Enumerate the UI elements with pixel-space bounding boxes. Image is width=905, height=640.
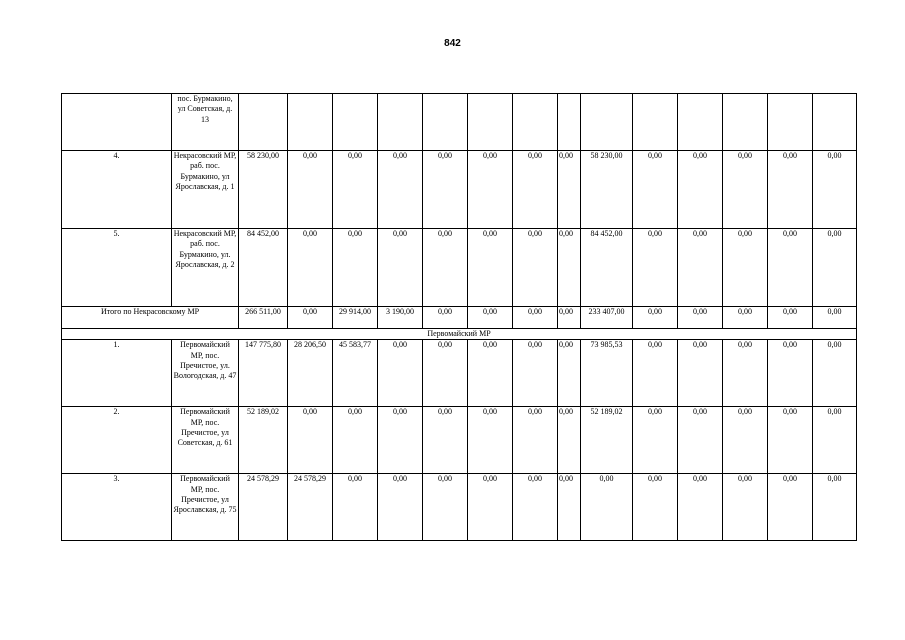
value-cell: 0,00 (378, 474, 423, 541)
value-cell (468, 94, 513, 151)
value-cell: 0,00 (468, 407, 513, 474)
value-cell: 73 985,53 (581, 340, 633, 407)
value-cell: 0,00 (468, 307, 513, 329)
value-cell: 0,00 (633, 307, 678, 329)
total-label: Итого по Некрасовскому МР (62, 307, 239, 329)
page-number: 842 (444, 38, 461, 49)
value-cell: 0,00 (423, 307, 468, 329)
value-cell: 0,00 (333, 474, 378, 541)
value-cell (678, 94, 723, 151)
table-row (62, 151, 857, 229)
table-row (62, 94, 857, 151)
value-cell: 0,00 (768, 407, 813, 474)
data-table (61, 93, 857, 541)
value-cell: 0,00 (633, 474, 678, 541)
value-cell: 0,00 (513, 151, 558, 229)
value-cell: 0,00 (633, 229, 678, 307)
row-number: 1. (62, 340, 172, 407)
row-number: 2. (62, 407, 172, 474)
value-cell: 266 511,00 (239, 307, 288, 329)
table-row (62, 474, 857, 541)
value-cell: 0,00 (423, 474, 468, 541)
value-cell: 0,00 (813, 151, 857, 229)
value-cell: 0,00 (678, 307, 723, 329)
value-cell: 0,00 (558, 151, 581, 229)
value-cell: 0,00 (468, 151, 513, 229)
value-cell (378, 94, 423, 151)
value-cell: 0,00 (678, 474, 723, 541)
value-cell: 0,00 (468, 340, 513, 407)
value-cell: 0,00 (723, 474, 768, 541)
value-cell: 0,00 (678, 151, 723, 229)
value-cell (723, 94, 768, 151)
value-cell (813, 94, 857, 151)
address-cell: Первомайский МР, пос. Пречистое, ул. Вологодская, д. 47 (172, 340, 239, 407)
value-cell: 0,00 (768, 474, 813, 541)
value-cell: 0,00 (513, 229, 558, 307)
row-number: 3. (62, 474, 172, 541)
value-cell: 147 775,80 (239, 340, 288, 407)
value-cell: 0,00 (768, 340, 813, 407)
row-number (62, 94, 172, 151)
value-cell: 0,00 (558, 474, 581, 541)
value-cell: 0,00 (813, 229, 857, 307)
value-cell: 28 206,50 (288, 340, 333, 407)
value-cell: 58 230,00 (239, 151, 288, 229)
value-cell (333, 94, 378, 151)
value-cell: 0,00 (288, 229, 333, 307)
value-cell (768, 94, 813, 151)
value-cell: 0,00 (288, 407, 333, 474)
value-cell: 0,00 (813, 474, 857, 541)
address-cell: Некрасовский МР, раб. пос. Бурмакино, ул. Ярославская, д. 2 (172, 229, 239, 307)
value-cell: 0,00 (513, 307, 558, 329)
value-cell: 0,00 (423, 151, 468, 229)
value-cell: 24 578,29 (239, 474, 288, 541)
value-cell: 0,00 (813, 340, 857, 407)
value-cell (558, 94, 581, 151)
value-cell (581, 94, 633, 151)
value-cell: 0,00 (723, 340, 768, 407)
value-cell: 58 230,00 (581, 151, 633, 229)
value-cell: 0,00 (288, 307, 333, 329)
value-cell: 0,00 (378, 340, 423, 407)
value-cell: 52 189,02 (581, 407, 633, 474)
value-cell: 0,00 (678, 340, 723, 407)
value-cell: 0,00 (633, 407, 678, 474)
value-cell (288, 94, 333, 151)
table-row (62, 229, 857, 307)
value-cell: 0,00 (558, 407, 581, 474)
value-cell: 0,00 (723, 407, 768, 474)
value-cell: 0,00 (423, 340, 468, 407)
value-cell: 24 578,29 (288, 474, 333, 541)
address-cell: пос. Бурмакино, ул Советская, д. 13 (172, 94, 239, 151)
value-cell: 84 452,00 (581, 229, 633, 307)
value-cell: 0,00 (558, 340, 581, 407)
value-cell: 0,00 (378, 229, 423, 307)
address-cell: Некрасовский МР, раб. пос. Бурмакино, ул Ярославская, д. 1 (172, 151, 239, 229)
value-cell: 0,00 (333, 407, 378, 474)
value-cell: 0,00 (558, 307, 581, 329)
value-cell: 0,00 (423, 229, 468, 307)
value-cell: 3 190,00 (378, 307, 423, 329)
value-cell: 0,00 (768, 151, 813, 229)
value-cell: 0,00 (513, 407, 558, 474)
value-cell: 0,00 (468, 229, 513, 307)
value-cell: 0,00 (333, 151, 378, 229)
row-number: 5. (62, 229, 172, 307)
value-cell: 0,00 (768, 229, 813, 307)
value-cell (633, 94, 678, 151)
row-number: 4. (62, 151, 172, 229)
value-cell: 0,00 (423, 407, 468, 474)
value-cell: 0,00 (633, 340, 678, 407)
section-row (62, 329, 857, 340)
value-cell: 0,00 (513, 340, 558, 407)
value-cell: 0,00 (378, 407, 423, 474)
value-cell (423, 94, 468, 151)
value-cell: 0,00 (288, 151, 333, 229)
value-cell: 0,00 (378, 151, 423, 229)
value-cell: 0,00 (581, 474, 633, 541)
value-cell: 29 914,00 (333, 307, 378, 329)
value-cell: 84 452,00 (239, 229, 288, 307)
value-cell: 52 189,02 (239, 407, 288, 474)
value-cell (239, 94, 288, 151)
value-cell: 0,00 (468, 474, 513, 541)
value-cell: 0,00 (723, 151, 768, 229)
value-cell: 0,00 (633, 151, 678, 229)
value-cell: 0,00 (333, 229, 378, 307)
table-row (62, 340, 857, 407)
value-cell: 45 583,77 (333, 340, 378, 407)
value-cell: 0,00 (813, 307, 857, 329)
value-cell: 0,00 (768, 307, 813, 329)
address-cell: Первомайский МР, пос. Пречистое, ул Ярославская, д. 75 (172, 474, 239, 541)
section-label: Первомайский МР (62, 329, 857, 340)
value-cell: 0,00 (678, 229, 723, 307)
value-cell: 0,00 (723, 307, 768, 329)
value-cell: 0,00 (513, 474, 558, 541)
value-cell: 233 407,00 (581, 307, 633, 329)
value-cell: 0,00 (678, 407, 723, 474)
value-cell: 0,00 (558, 229, 581, 307)
value-cell (513, 94, 558, 151)
value-cell: 0,00 (723, 229, 768, 307)
value-cell: 0,00 (813, 407, 857, 474)
table-row (62, 407, 857, 474)
total-row (62, 307, 857, 329)
address-cell: Первомайский МР, пос. Пречистое, ул Советская, д. 61 (172, 407, 239, 474)
